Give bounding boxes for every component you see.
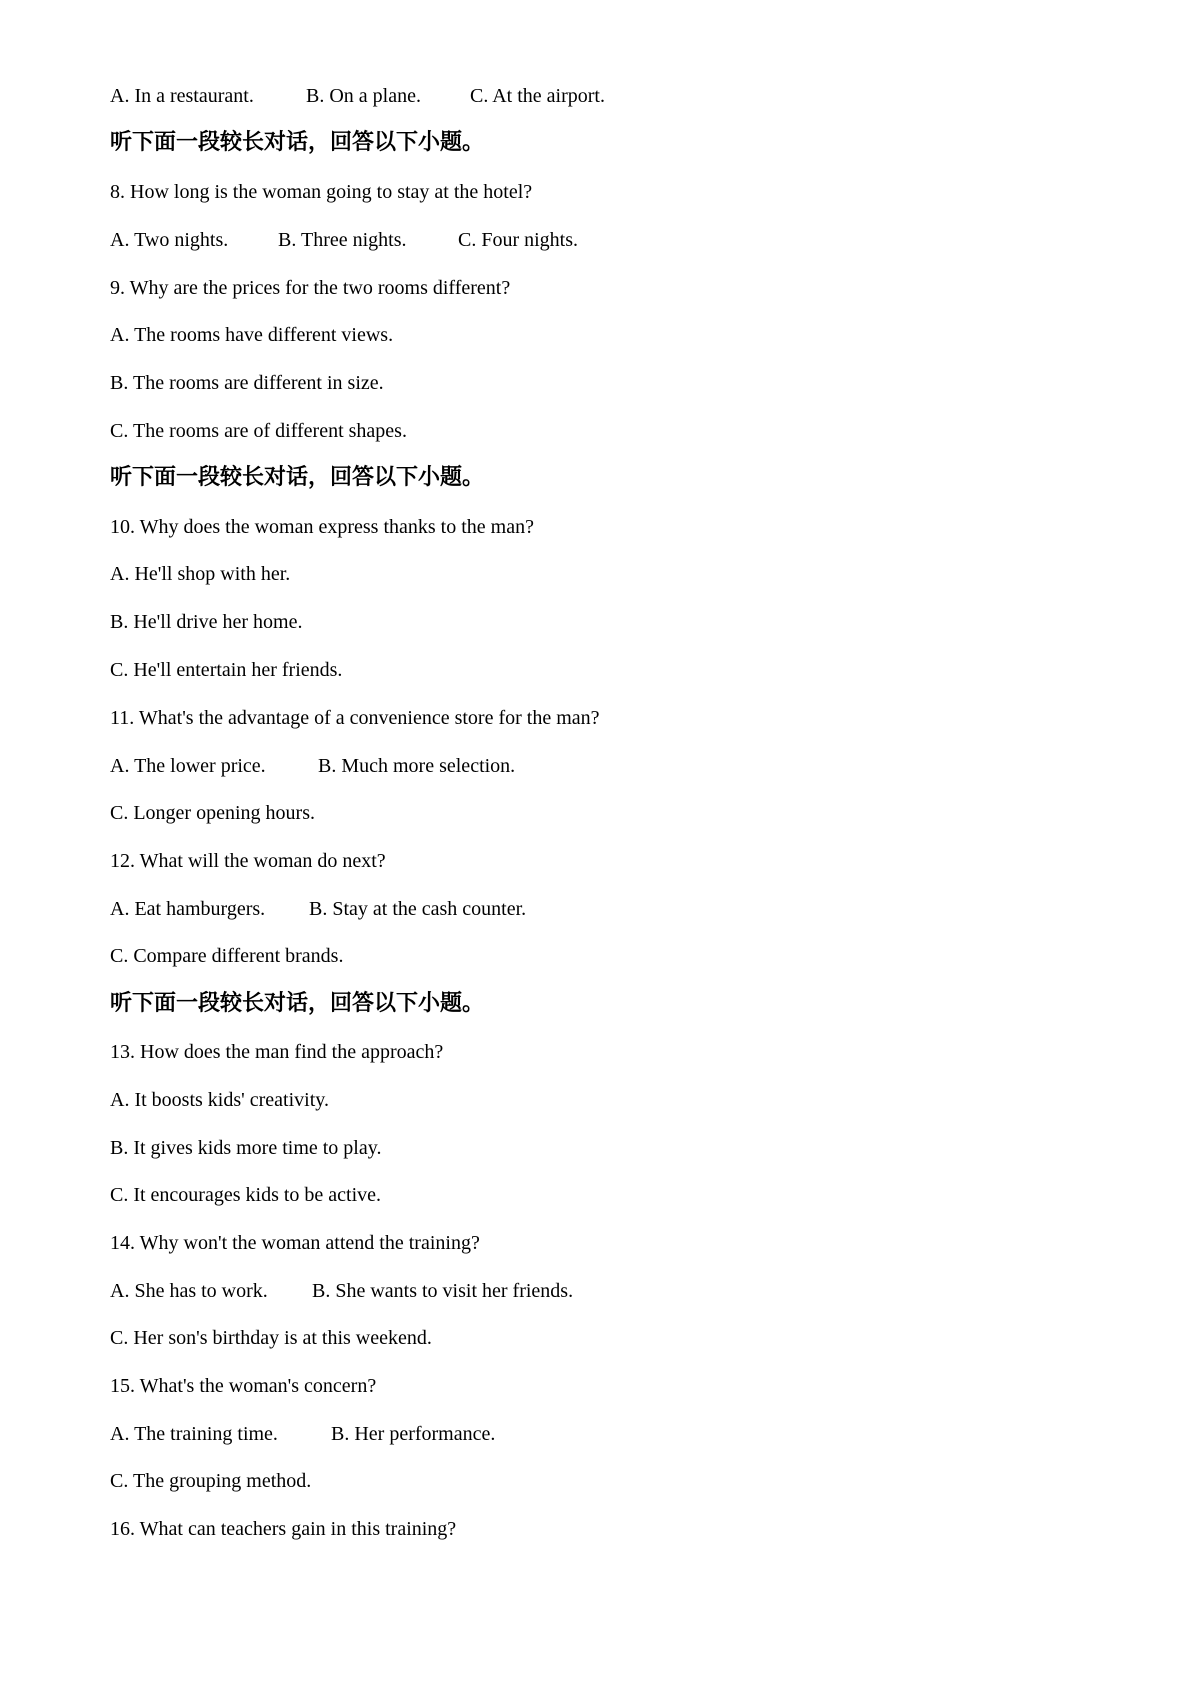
answer-option: B. Three nights. xyxy=(278,229,407,251)
answer-option: C. The grouping method. xyxy=(110,1470,312,1492)
options-line xyxy=(110,658,1110,682)
answer-option: A. Eat hamburgers. xyxy=(110,898,266,920)
answer-option: B. He'll drive her home. xyxy=(110,611,303,633)
options-line xyxy=(110,1183,1110,1207)
answer-option: A. The training time. xyxy=(110,1423,278,1445)
answer-option: B. She wants to visit her friends. xyxy=(312,1280,574,1302)
options-line xyxy=(110,323,1110,347)
section-heading: 听下面一段较长对话，回答以下小题。 xyxy=(110,465,485,490)
answer-option: B. Much more selection. xyxy=(318,755,516,777)
question-text: 10. Why does the woman express thanks to the man? xyxy=(110,516,534,538)
question-text: 9. Why are the prices for the two rooms different? xyxy=(110,277,511,299)
answer-option: C. He'll entertain her friends. xyxy=(110,659,343,681)
answer-option: B. Stay at the cash counter. xyxy=(309,898,527,920)
answer-option: A. Two nights. xyxy=(110,229,229,251)
answer-option: C. Four nights. xyxy=(458,229,579,251)
section-heading: 听下面一段较长对话，回答以下小题。 xyxy=(110,991,485,1016)
answer-option: B. The rooms are different in size. xyxy=(110,372,384,394)
answer-option: A. The rooms have different views. xyxy=(110,324,394,346)
options-line xyxy=(110,84,1110,108)
options-line xyxy=(110,1136,1110,1160)
options-line xyxy=(110,1326,1110,1350)
options-line xyxy=(110,1469,1110,1493)
answer-option: C. Her son's birthday is at this weekend. xyxy=(110,1327,432,1349)
options-line xyxy=(110,897,1110,921)
answer-option: A. It boosts kids' creativity. xyxy=(110,1089,329,1111)
answer-option: A. She has to work. xyxy=(110,1280,268,1302)
question-text: 14. Why won't the woman attend the training? xyxy=(110,1232,480,1254)
answer-option: B. It gives kids more time to play. xyxy=(110,1137,382,1159)
answer-option: A. In a restaurant. xyxy=(110,85,254,107)
options-line xyxy=(110,1422,1110,1446)
answer-option: A. The lower price. xyxy=(110,755,266,777)
answer-option: C. It encourages kids to be active. xyxy=(110,1184,382,1206)
question-text: 12. What will the woman do next? xyxy=(110,850,386,872)
options-line xyxy=(110,801,1110,825)
options-line xyxy=(110,1279,1110,1303)
options-line xyxy=(110,371,1110,395)
options-line xyxy=(110,419,1110,443)
answer-option: A. He'll shop with her. xyxy=(110,563,291,585)
question-text: 11. What's the advantage of a convenience store for the man? xyxy=(110,707,600,729)
answer-option: B. Her performance. xyxy=(331,1423,496,1445)
answer-option: C. Longer opening hours. xyxy=(110,802,315,824)
question-text: 15. What's the woman's concern? xyxy=(110,1375,377,1397)
options-line xyxy=(110,1088,1110,1112)
options-line xyxy=(110,610,1110,634)
answer-option: C. Compare different brands. xyxy=(110,945,344,967)
options-line xyxy=(110,228,1110,252)
options-line xyxy=(110,944,1110,968)
options-line xyxy=(110,754,1110,778)
question-text: 16. What can teachers gain in this training? xyxy=(110,1518,457,1540)
options-line xyxy=(110,562,1110,586)
section-heading: 听下面一段较长对话，回答以下小题。 xyxy=(110,130,485,155)
answer-option: C. The rooms are of different shapes. xyxy=(110,420,407,442)
question-text: 8. How long is the woman going to stay at the hotel? xyxy=(110,181,533,203)
question-text: 13. How does the man find the approach? xyxy=(110,1041,444,1063)
answer-option: C. At the airport. xyxy=(470,85,605,107)
answer-option: B. On a plane. xyxy=(306,85,421,107)
